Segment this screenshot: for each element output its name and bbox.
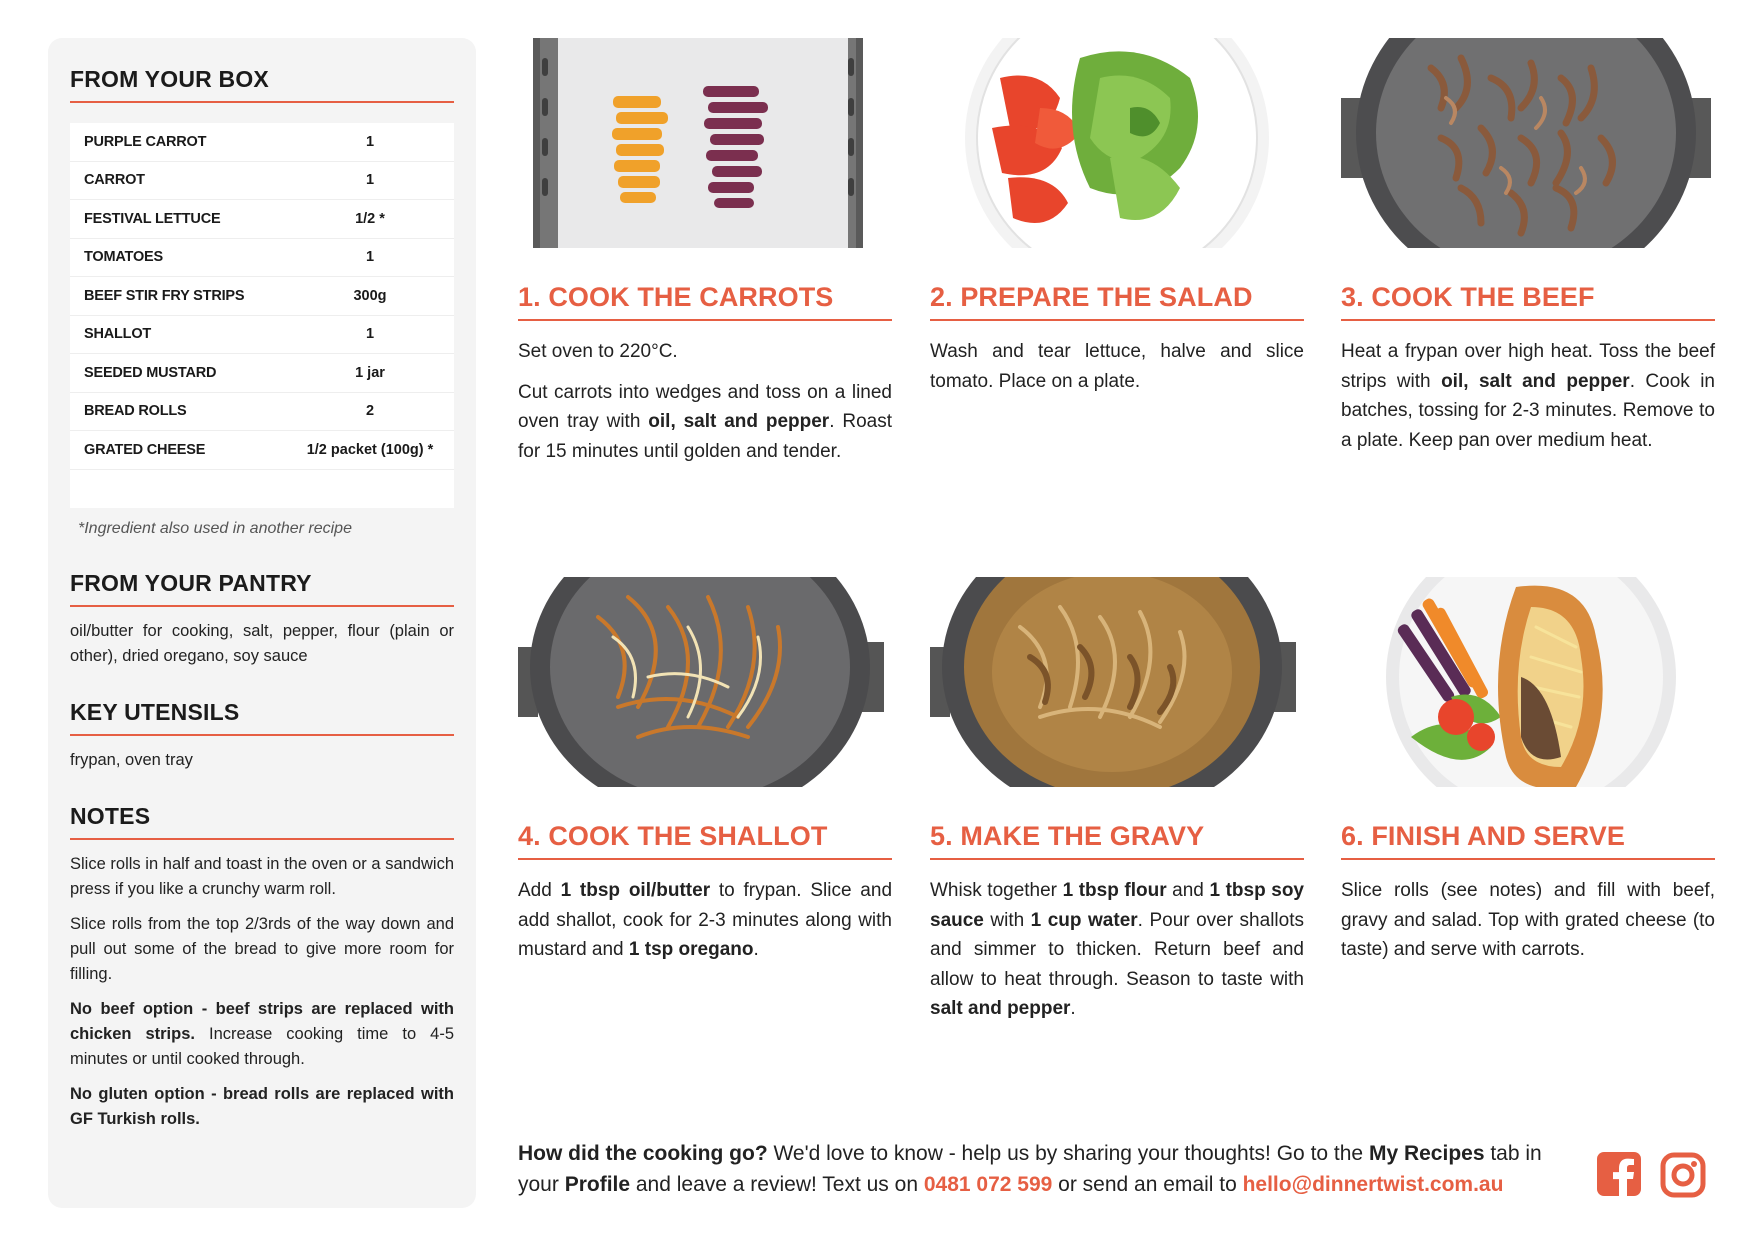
note-no-gluten: No gluten option - bread rolls are replaced with GF Turkish rolls. — [70, 1084, 454, 1128]
ingredient-qty: 1 — [365, 326, 375, 343]
utensils-heading: KEY UTENSILS — [70, 699, 454, 736]
feedback-footer: How did the cooking go? We'd love to know - help us by sharing your thoughts! Go to the My Recipes tab in your Profile and leave a review! Text us on 0481 072 599 or send an email to hello@dinnertwist.com.au — [518, 1142, 1542, 1196]
ingredient-qty: 1 — [365, 133, 375, 150]
ingredient-qty: 1/2 packet (100g) * — [306, 441, 434, 458]
note-slice: Slice rolls from the top 2/3rds of the way down and pull out some of the bread to give more room for filling. — [70, 914, 454, 983]
step-2 — [930, 38, 1304, 407]
ingredient-qty: 2 — [365, 403, 375, 420]
ingredient-row — [70, 354, 454, 393]
ingredient-name: SEEDED MUSTARD — [84, 364, 217, 381]
step-3-photo — [1341, 38, 1715, 248]
ingredient-name: BREAD ROLLS — [84, 403, 187, 420]
note-no-beef: No beef option - beef strips are replaced with chicken strips. Increase cooking time to 4-5 minutes or until cooked through. — [70, 999, 454, 1068]
facebook-icon[interactable] — [1597, 1152, 1641, 1196]
step-4 — [518, 577, 892, 976]
my-recipes-link: My Recipes — [1368, 1142, 1485, 1165]
note-toast: Slice rolls in half and toast in the oven or a sandwich press if you like a crunchy warm roll. — [70, 854, 454, 898]
step-4-text: Add 1 tbsp oil/butter to frypan. Slice and add shallot, cook for 2-3 minutes along with mustard and 1 tsp oregano. — [518, 880, 893, 960]
step-6-photo — [1341, 577, 1715, 787]
notes-heading: NOTES — [70, 803, 454, 840]
ingredient-row — [70, 239, 454, 278]
step-1 — [518, 38, 892, 477]
ingredient-row-empty — [70, 470, 454, 508]
ingredients-sidebar — [48, 38, 476, 1208]
step-6 — [1341, 577, 1715, 976]
step-4-title: 4. COOK THE SHALLOT — [518, 821, 892, 860]
feedback-question: How did the cooking go? — [518, 1142, 768, 1165]
phone-number[interactable]: 0481 072 599 — [923, 1173, 1053, 1196]
step-5-text: Whisk together 1 tbsp flour and 1 tbsp soy sauce with 1 cup water. Pour over shallots and simmer to thicken. Return beef and allow to heat through. Season to taste with salt and pepper. — [930, 880, 1304, 1019]
ingredient-qty: 1 jar — [355, 364, 385, 381]
notes-section — [70, 803, 454, 1132]
step-1-text: Set oven to 220°C. Cut carrots into wedges and toss on a lined oven tray with oil, salt and pepper. Roast for 15 minutes until golden and tender. — [518, 341, 892, 462]
pantry-section — [70, 570, 454, 669]
email-link[interactable]: hello@dinnertwist.com.au — [1242, 1173, 1504, 1196]
step-2-title: 2. PREPARE THE SALAD — [930, 282, 1304, 321]
ingredient-name: TOMATOES — [84, 249, 163, 266]
profile-link: Profile — [564, 1173, 631, 1196]
step-5 — [930, 577, 1304, 1035]
ingredient-qty: 1 — [365, 249, 375, 266]
ingredient-footnote: *Ingredient also used in another recipe — [78, 519, 352, 537]
utensils-section — [70, 699, 454, 773]
ingredient-qty: 1/2 * — [355, 210, 385, 227]
from-your-box-heading: FROM YOUR BOX — [70, 66, 454, 103]
ingredient-name: FESTIVAL LETTUCE — [84, 210, 221, 227]
ingredient-row — [70, 316, 454, 355]
pantry-heading: FROM YOUR PANTRY — [70, 570, 454, 607]
step-3 — [1341, 38, 1715, 466]
ingredient-row — [70, 123, 454, 162]
step-1-title: 1. COOK THE CARROTS — [518, 282, 892, 321]
ingredient-qty: 300g — [353, 287, 387, 304]
step-5-photo — [930, 577, 1304, 787]
utensils-text: frypan, oven tray — [70, 750, 193, 769]
step-2-text: Wash and tear lettuce, halve and slice tomato. Place on a plate. — [930, 341, 1304, 392]
step-3-text: Heat a frypan over high heat. Toss the beef strips with oil, salt and pepper. Cook in batches, tossing for 2-3 minutes. Remove to a plate. Keep pan over medium heat. — [1341, 341, 1715, 451]
step-3-title: 3. COOK THE BEEF — [1341, 282, 1715, 321]
ingredient-row — [70, 200, 454, 239]
ingredient-row — [70, 393, 454, 432]
step-1-photo — [518, 38, 892, 248]
ingredient-name: SHALLOT — [84, 326, 152, 343]
step-5-title: 5. MAKE THE GRAVY — [930, 821, 1304, 860]
ingredients-table — [70, 123, 454, 508]
step-2-photo — [930, 38, 1304, 248]
ingredient-row — [70, 162, 454, 201]
notes-text — [70, 852, 454, 1132]
ingredient-name: PURPLE CARROT — [84, 133, 207, 150]
step-6-text: Slice rolls (see notes) and fill with beef, gravy and salad. Top with grated cheese (to taste) and serve with carrots. — [1341, 880, 1715, 960]
ingredient-name: GRATED CHEESE — [84, 441, 206, 458]
pantry-text: oil/butter for cooking, salt, pepper, flour (plain or other), dried oregano, soy sauce — [70, 621, 454, 665]
ingredient-qty: 1 — [365, 172, 375, 189]
step-4-photo — [518, 577, 892, 787]
ingredient-name: CARROT — [84, 172, 145, 189]
ingredient-row — [70, 431, 454, 470]
instagram-icon[interactable] — [1660, 1152, 1706, 1198]
step-6-title: 6. FINISH AND SERVE — [1341, 821, 1715, 860]
ingredient-name: BEEF STIR FRY STRIPS — [84, 287, 245, 304]
ingredient-row — [70, 277, 454, 316]
